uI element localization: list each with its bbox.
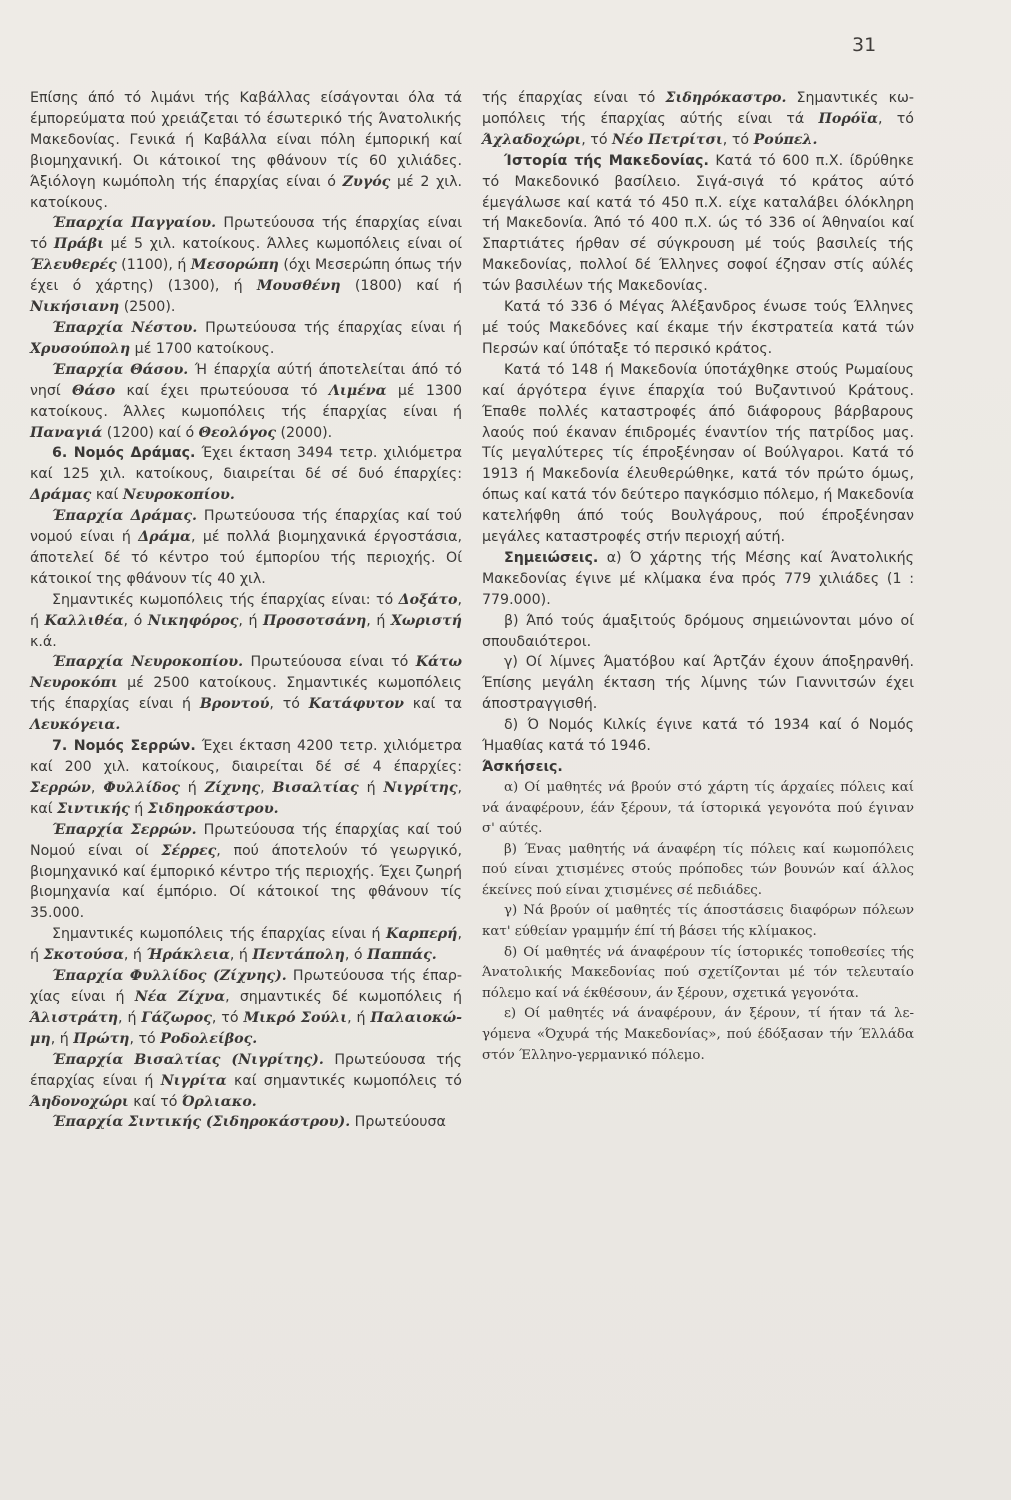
place-name: Μουσθένη [256, 278, 341, 295]
place-name: Έπαρχία Νέστου. [52, 319, 198, 336]
place-name: Ρούπελ. [753, 131, 818, 148]
right-column-paragraph [482, 652, 914, 715]
body-text: Πρωτεύουσα είναι τό [243, 654, 416, 671]
right-column-paragraph [482, 360, 914, 548]
right-column-paragraph [482, 611, 914, 653]
left-column-paragraph [30, 966, 462, 1050]
place-name: Σέρρες [161, 842, 217, 859]
body-text: , ή [118, 1009, 142, 1026]
left-column-paragraph [30, 506, 462, 590]
body-text: , ή [347, 1009, 371, 1026]
place-name: Βροντού [199, 696, 270, 713]
body-text: μέ 1700 κατοίκους. [130, 340, 275, 357]
body-text: β) Ένας μαθητής νά άναφέρη τίς πόλεις καί κωμοπόλεις πού είναι χτισμένες στούς πρόποδες τών βουνών καί άλλος έκείνες πού είναι χτισμένες σέ πεδιάδες. [482, 841, 914, 898]
place-name: Έπαρχία Παγγαίου. [52, 215, 217, 232]
body-text: , τό [129, 1030, 161, 1047]
right-column-paragraph [482, 943, 914, 1005]
place-name: Πορόϊα [818, 110, 879, 127]
place-name: Έπαρχία Σιντικής (Σιδηροκάστρου). [52, 1114, 351, 1131]
place-name: Ζίχνης [204, 779, 261, 796]
body-text: μέ 2 χιλ. κατοίκους. [30, 173, 462, 211]
body-text: , [260, 779, 273, 796]
place-name: Βισαλτίας [272, 779, 359, 796]
place-name: Νευροκοπίου. [122, 487, 235, 504]
place-name: Άχλαδοχώρι [482, 131, 582, 148]
body-text: καί [91, 487, 123, 504]
place-name: Έπαρχία Δράμας. [52, 508, 197, 525]
place-name: Άλιστράτη [30, 1009, 119, 1026]
body-text: Κατά τό 600 π.Χ. ίδρύθηκε τό Μακεδονικό βασίλειο. Σιγά-σιγά τό κράτος αύτό έμεγάλωσε καί κατά τό 450 π.Χ. είχε καταλάβει όλόκληρη τή Μακεδονία. Άπό τό 400 π.Χ. ώς τό 336 οί Άθηναίοι καί Σπαρτιάτες ήρθαν σέ σύγκρουση μέ τούς βασιλείς τής Μακεδονίας, πολλοί δέ Έλληνες σοφοί έζησαν στίς αύλές τών βασιλέων τής Μακεδονίας. [482, 152, 915, 295]
body-text: ή [179, 779, 205, 796]
section-heading: Άσκήσεις. [482, 759, 563, 775]
body-text: τής έπαρχίας είναι τό [482, 90, 666, 106]
place-name: Νιγρίτα [160, 1072, 227, 1089]
body-text: , τό [211, 1009, 244, 1026]
place-name: Νιγρίτης [383, 779, 458, 796]
body-text: μέ 2500 κατοίκους. Σημαντικές κωμοπόλεις τής έπαρχίας είναι ή [30, 675, 462, 713]
body-text: Επίσης άπό τό λιμάνι τής Καβάλλας είσάγονται όλα τά έμπορεύματα πού χρειάζεται τό έσωτερικό τής Άνατολικής Μακεδονίας. Γενικά ή Καβάλλα είναι πόλη έμπορική καί βιομηχανική. Οι κάτοικοί της φθάνουν τίς 60 χιλιάδες. Άξιόλογη κωμόπολη τής έπαρχίας είναι ό [30, 90, 462, 190]
place-name: Ήράκλεια [146, 947, 230, 964]
body-text: (1800) καί ή [340, 278, 462, 295]
left-column-paragraph [30, 1112, 462, 1133]
place-name: Θάσο [72, 382, 116, 399]
place-name: Έπαρχία Θάσου. [52, 361, 189, 378]
place-name: Ζυγός [342, 173, 391, 190]
body-text: δ) Οί μαθητές νά άναφέρουν τίς ίστορικές τοποθεσίες τής Άνατολικής Μακεδονίας πού σχετίζονται μέ τόν τελευταίο πόλεμο καί νά έκθέσουν, άν ξέρουν, σχετικά γεγονότα. [482, 944, 914, 1001]
body-text: γ) Νά βρούν οί μαθητές τίς άποστάσεις διαφόρων πόλεων κατ' εύθείαν γραμμήν έπί τή βάσει τής κλίμακος. [482, 903, 914, 940]
body-text: Πρωτεύουσα τής έπαρχίας είναι ή [30, 968, 463, 1005]
body-text: καί έχει πρωτεύουσα τό [115, 382, 329, 399]
left-column-paragraph [30, 88, 462, 213]
place-name: Παλαιοκώμη [30, 1009, 462, 1047]
place-name: Σκοτούσα [43, 947, 124, 964]
body-text: Έχει έκταση 3494 τετρ. χιλιόμετρα καί 125 χιλ. κατοίκους, διαιρείται δέ σέ δυό έπαρχίες: [30, 445, 462, 483]
section-heading: Ίστορία τής Μακεδονίας. [504, 152, 709, 169]
page-number: 31 [852, 34, 877, 56]
body-text: Σημαντικές κωμοπόλεις τής έπαρχίας είναι ή [52, 926, 387, 943]
body-text: (1100), ή [116, 257, 191, 274]
place-name: Έπαρχία Βισαλτίας (Νιγρίτης). [52, 1051, 324, 1068]
body-text: ε) Οί μαθητές νά άναφέρουν, άν ξέρουν, τί ήταν τά λεγόμενα «Όχυρά τής Μακεδονίας», πού έδόξασαν τήν Έλλάδα στόν Έλληνο-γερμανικό πόλεμο. [482, 1006, 914, 1063]
left-column-paragraph [30, 924, 462, 966]
place-name: Δράμας [30, 487, 92, 504]
body-text: δ) Ό Νομός Κιλκίς έγινε κατά τό 1934 καί ό Νομός Ήμαθίας κατά τό 1946. [482, 717, 914, 755]
body-text: Έχει έκταση 4200 τετρ. χιλιόμετρα καί 200 χιλ. κατοίκους, διαιρείται δέ σέ 4 έπαρχίες: [30, 738, 462, 775]
place-name: Έπαρχία Νευροκοπίου. [52, 654, 244, 671]
body-text: , καί [30, 779, 463, 817]
body-text: , ή [30, 591, 462, 629]
left-column-paragraph [30, 820, 462, 925]
body-text: β) Άπό τούς άμαξιτούς δρόμους σημειώνονται μόνο οί σπουδαιότεροι. [482, 612, 914, 650]
place-name: Πράβι [53, 236, 104, 253]
place-name: Σιδηροκάστρου. [147, 800, 279, 817]
place-name: Άηδονοχώρι [30, 1093, 129, 1110]
body-text: α) Ό χάρτης τής Μέσης καί Άνατολικής Μακεδονίας έγινε μέ κλίμακα ένα πρός 779 χιλιάδες (1 : 779.000). [482, 549, 914, 608]
place-name: Σιντικής [57, 800, 130, 817]
place-name: Έπαρχία Σερρών. [52, 821, 197, 838]
place-name: Γάζωρος [141, 1009, 212, 1026]
place-name: Παναγιά [30, 424, 103, 441]
body-text: , ή [123, 947, 147, 964]
body-text: , ή [366, 612, 391, 629]
body-text: Κατά τό 336 ό Μέγας Άλέξανδρος ένωσε τούς Έλληνες μέ τούς Μακεδόνες καί έκαμε τήν έκστρατεία κατά τών Περσών καί ύπόταξε τό περσικό κράτος. [482, 299, 914, 357]
body-text: καί τα [404, 696, 462, 713]
place-name: Παππάς. [367, 947, 437, 964]
place-name: Δοξάτο [398, 591, 458, 608]
place-name: Σιδηρόκαστρο. [665, 90, 787, 106]
body-text: , τό [722, 131, 754, 148]
body-text: , τό [269, 696, 309, 713]
right-text-column [482, 88, 914, 1066]
section-heading: Σημειώσεις. [504, 549, 599, 566]
place-name: Μεσορώπη [190, 257, 279, 274]
place-name: Χρυσούπολη [30, 340, 131, 357]
body-text: Κατά τό 148 ή Μακεδονία ύποτάχθηκε στούς Ρωμαίους καί άργότερα έγινε έπαρχία τού Βυζαντινού Κράτους. Έπαθε πολλές καταστροφές άπό διάφορους βάρβαρους λαούς πού έκαναν έπιδρομές έναντίον τής πατρίδος μας. Τίς μεγαλύτερες τίς έπροξένησαν οί Βούλγαροι. Κατά τό 1913 ή Μακεδονία έλευθερώθηκε, κατά τόν πρώτο όμως, όπως καί κατά τόν δεύτερο παγκόσμιο πόλεμο, ή Μακεδονία κατελήφθη άπό τούς Βουλγάρους, πού έπροξένησαν μεγάλες καταστροφές στήν περιοχή αύτή. [482, 361, 914, 546]
right-column-paragraph [482, 297, 914, 360]
place-name: Νικήσιανη [30, 299, 120, 316]
left-column-paragraph [30, 652, 462, 736]
body-text: (1200) καί ό [102, 424, 199, 441]
right-column-paragraph [482, 88, 914, 151]
body-text: Ή έπαρχία αύτή άποτελείται άπό τό νησί [30, 361, 462, 399]
place-name: Έπαρχία Φυλλίδος (Ζίχνης). [52, 968, 287, 985]
place-name: Κατάφυτον [308, 696, 404, 713]
place-name: Λιμένα [328, 382, 387, 399]
place-name: Λευκόγεια. [30, 717, 121, 734]
place-name: Νέα Ζίχνα [134, 988, 226, 1005]
body-text: (2500). [119, 299, 176, 316]
body-text: ή [358, 779, 384, 796]
place-name: Νικηφόρος [147, 612, 239, 629]
right-column-paragraph [482, 1004, 914, 1066]
body-text: , μέ πολλά βιομηχανικά έργοστάσια, άποτελεί δέ τό κέντρο τού έμπορίου τής περιοχής. Οί κάτοικοί της φθάνουν τίς 40 χιλ. [30, 529, 462, 587]
body-text: καί τό [128, 1093, 182, 1110]
left-column-paragraph [30, 1050, 462, 1113]
body-text: Πρωτεύουσα τής έπαρχίας είναι ή [30, 1051, 462, 1089]
body-text: Πρωτεύουσα τής έπαρχίας είναι τό [30, 215, 463, 253]
section-heading: 6. Νομός Δράμας. [52, 445, 196, 462]
body-text: , ό [344, 947, 368, 964]
left-column-paragraph [30, 213, 462, 318]
place-name: Πεντάπολη [252, 947, 345, 964]
body-text: καί σημαντικές κωμοπόλεις τό [226, 1072, 462, 1089]
body-text: , τό [581, 131, 613, 148]
body-text: μέ 1300 κατοίκους. Άλλες κωμοπόλεις τής έπαρχίας είναι ή [30, 382, 462, 420]
left-column-paragraph [30, 736, 462, 820]
body-text: (2000). [275, 424, 333, 441]
place-name: Σερρών [30, 779, 91, 796]
body-text: κ.ά. [30, 633, 57, 650]
section-heading: 7. Νομός Σερρών. [52, 738, 196, 755]
body-text: , ή [238, 612, 263, 629]
right-column-paragraph [482, 757, 914, 778]
right-column-paragraph [482, 151, 914, 297]
body-text: ή [129, 800, 148, 817]
place-name: Καλλιθέα [44, 612, 124, 629]
place-name: Έλευθερές [30, 257, 117, 274]
body-text: , τό [878, 110, 914, 127]
place-name: Καρπερή [386, 926, 458, 943]
body-text: μέ 5 χιλ. κατοίκους. Άλλες κωμοπόλεις είναι οί [103, 236, 462, 253]
body-text: Πρωτεύουσα τής έπαρχίας καί τού νομού είναι ή [30, 508, 462, 546]
right-column-paragraph [482, 778, 914, 840]
body-text: , σημαντικές δέ κωμοπόλεις ή [225, 988, 462, 1005]
right-column-paragraph [482, 548, 914, 611]
left-column-paragraph [30, 443, 462, 506]
body-text: Πρωτεύουσα [350, 1114, 446, 1131]
body-text: γ) Οί λίμνες Άματόβου καί Άρτζάν έχουν άποξηρανθή. Έπίσης μεγάλη έκταση τής λίμνης τών Γιαννιτσών έχει άποστραγγισθή. [482, 654, 914, 713]
left-column-paragraph [30, 590, 462, 653]
body-text: , ή [50, 1030, 74, 1047]
body-text: , [90, 779, 104, 796]
left-column-paragraph [30, 360, 462, 444]
place-name: Ροδολείβος. [160, 1030, 258, 1047]
body-text: Σημαντικές κωμοπόλεις τής έπαρχίας αύτής είναι τά [482, 90, 914, 127]
body-text: Πρωτεύουσα τής έπαρχίας καί τού Νομού είναι οί [30, 821, 463, 859]
place-name: Φυλλίδος [103, 779, 180, 796]
body-text: α) Οί μαθητές νά βρούν στό χάρτη τίς άρχαίες πόλεις καί νά άναφέρουν, έάν ξέρουν, τά ίστορικά γεγονότα πού έγιναν σ' αύτές. [482, 779, 914, 837]
place-name: Προσοτσάνη [262, 612, 367, 629]
place-name: Νέο Πετρίτσι [612, 131, 723, 148]
place-name: Θεολόγος [198, 424, 276, 441]
body-text: (όχι Μεσερώπη όπως τήν έχει ό χάρτης) (1300), ή [30, 257, 462, 295]
place-name: Δράμα [138, 529, 191, 546]
place-name: Κάτω Νευροκόπι [30, 654, 462, 692]
place-name: Όρλιακο. [181, 1093, 257, 1110]
body-text: Σημαντικές κωμοπόλεις τής έπαρχίας είναι: τό [52, 591, 399, 608]
body-text: , πού άποτελούν τό γεωργικό, βιομηχανικό καί έμπορικό κέντρο τής περιοχής. Έχει ζωηρή βιομηχανία καί έμπόριο. Οί κάτοικοί της φθάνουν τίς 35.000. [30, 842, 462, 922]
left-text-column [30, 88, 462, 1133]
place-name: Χωριστή [390, 612, 462, 629]
right-column-paragraph [482, 715, 914, 757]
body-text: , ή [229, 947, 253, 964]
body-text: , ή [30, 926, 462, 964]
place-name: Μικρό Σούλι [243, 1009, 348, 1026]
right-column-paragraph [482, 901, 914, 942]
left-column-paragraph [30, 318, 462, 360]
body-text: Πρωτεύουσα τής έπαρχίας είναι ή [197, 319, 462, 336]
body-text: , ό [123, 612, 148, 629]
right-column-paragraph [482, 840, 914, 902]
place-name: Πρώτη [73, 1030, 130, 1047]
